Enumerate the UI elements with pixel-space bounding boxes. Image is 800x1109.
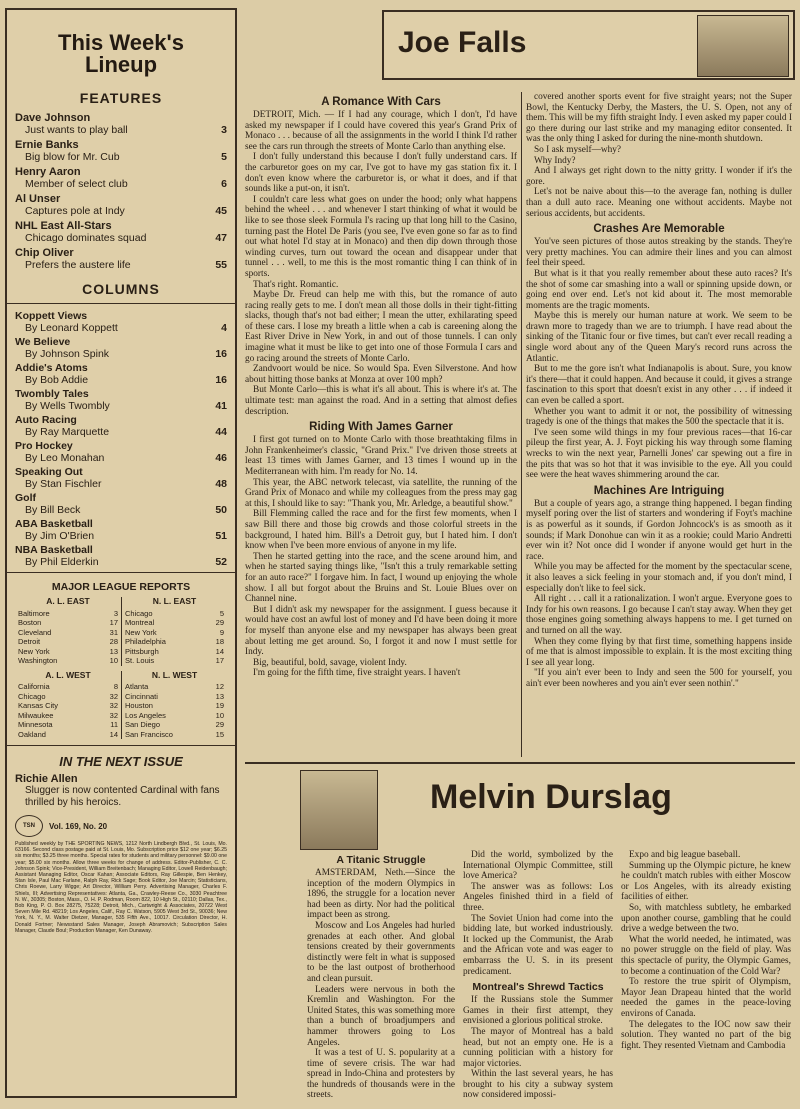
article-paragraph: The Soviet Union had come into the bidding late, but worked industriously. It locked up the Communist, the Arab and the African vote and was eager to embarrass the U. S. in its present predicament. [463, 913, 613, 977]
columns-heading: COLUMNS [82, 281, 160, 297]
team-name: Kansas City [18, 701, 59, 710]
team-name: St. Louis [125, 656, 155, 665]
team-name: Minnesota [18, 720, 53, 729]
volume-number: Vol. 169, No. 20 [49, 821, 108, 831]
column-item [15, 544, 227, 568]
standings-row [125, 720, 224, 730]
item-name: Chip Oliver [15, 247, 74, 259]
al-west-heading: A. L. WEST [45, 669, 91, 680]
falls-banner [382, 10, 795, 80]
item-desc: By Wells Twombly [25, 400, 110, 412]
item-desc: By Bob Addie [25, 374, 89, 386]
item-name: Speaking Out [15, 466, 83, 478]
article-paragraph: To restore the true spirit of Olympism, Mayor Jean Drapeau hinted that the world needed the games in the peace-loving environs of Canada. [621, 977, 791, 1019]
standings-row [125, 730, 224, 740]
section-rule [245, 762, 795, 764]
article-paragraph: But what is it that you really remember about these auto races? It's the shot of some car smashing into a wall or spinning upside down, or going end over end. Let's not kid about it. The most memorable moments are the tragic moments. [526, 268, 792, 311]
volume-line [15, 815, 227, 837]
column-rule [521, 92, 522, 757]
page-number: 48 [215, 478, 227, 490]
item-name: Henry Aaron [15, 166, 81, 178]
features-list [15, 112, 227, 271]
team-name: Oakland [18, 729, 46, 739]
standings-row [18, 609, 118, 619]
standings-east [15, 597, 227, 666]
page-number: 46 [215, 452, 227, 464]
article-paragraph: And I always get right down to the nitty gritty. I wonder if it's the gore. [526, 166, 792, 187]
article-paragraph: Maybe this is merely our human nature at work. We seem to be drawn more to tragedy than we are to triumph. I have read about the sinking of the Titanic four or five times, but can't ever recall reading a single word about any of the Queen Mary's record runs across the Atlantic. [526, 311, 792, 364]
article-paragraph: I first got turned on to Monte Carlo with those breathtaking films in John Frankenheimer's classic, "Grand Prix." I've driven those streets at least 13 times with James Garner, and 13 times I wound up in the Mediterranean with him. I'm ready for No. 14. [245, 435, 517, 477]
team-page: 15 [215, 729, 224, 739]
column-item [15, 362, 227, 386]
article-paragraph: Then he started getting into the race, and the scene around him, and when he started saying things like, "Isn't this a truly remarkable setting for an auto race?" I forgave him. In fact, I wound up enjoying the whole show. I all but forgot about the Bruins and St. Louie Blues over on Channel nine. [245, 551, 517, 605]
feature-item [15, 166, 227, 190]
item-desc: Big blow for Mr. Cub [25, 151, 120, 163]
item-desc: By Ray Marquette [25, 426, 110, 438]
page-number: 52 [215, 556, 227, 568]
article-paragraph: But I didn't ask my newspaper for the assignment. I guess because it would have cost an awful lost of money and I'd have been doing it more for myself than anyone else and my newspaper has always been great about letting me get around. So, I forgot it and now I must settle for Indy. [245, 604, 517, 658]
article-paragraph: I don't fully understand this because I don't fully understand cars. If the carburetor goes on my car, I've got to have my gas station fix it. I don't even know where the carburetor is, or what it does, and if that sounds like a put-on, it isn't. [245, 152, 517, 195]
item-name: Auto Racing [15, 414, 77, 426]
item-desc: By Bill Beck [25, 504, 81, 516]
feature-item [15, 247, 227, 271]
team-page: 8 [113, 682, 118, 691]
standings-row [125, 692, 224, 702]
team-page: 29 [215, 618, 224, 627]
column-item [15, 388, 227, 412]
page-number: 50 [215, 504, 227, 516]
article-paragraph: Let's not be naive about this—to the average fan, nothing is duller than a dull auto race. Meaning one without accidents. Maybe not serious accidents, but accidents. [526, 187, 792, 219]
sporting-news-logo-icon: TSN [15, 815, 43, 837]
article-paragraph: I couldn't care less what goes on under the hood; only what happens behind the wheel . . . and whenever I start thinking of what it would be like to see those sleek Formula I's racing up that long hill to the Casino, turning past the Hotel De Paris (you see, I've even gone so far as to find out what hotel I'd stay at in Monaco) and then dip down through those winding curves, turn out toward the ocean and disappear under that tunnel . . . well, to me this is the most romantic thing I can think of in sports. [245, 194, 517, 279]
column-item [15, 336, 227, 360]
team-page: 10 [215, 710, 224, 720]
standings-row [125, 628, 224, 638]
team-page: 13 [215, 691, 224, 701]
lineup-title: This Week's Lineup [58, 30, 184, 77]
article-paragraph: But Monte Carlo—this is what it's all about. This is where it's at. The ultimate test: man against the road. And in a setting that almost defies description. [245, 385, 517, 417]
item-desc: By Stan Fischler [25, 478, 102, 490]
team-page: 18 [215, 637, 224, 646]
column-item [15, 518, 227, 542]
page-number: 5 [221, 151, 227, 163]
team-name: Washington [18, 656, 58, 665]
item-name: Al Unser [15, 193, 61, 205]
article-paragraph: Bill Flemming called the race and for the first few moments, when I saw Bill there and those big crowds and those colorful streets in the background, I hated him. Bill's a Detroit guy, but I hated him. I don't know when I've been more envious of anyone in my life. [245, 509, 517, 552]
team-name: Philadelphia [125, 637, 166, 646]
feature-item [15, 139, 227, 163]
durslag-byline: Melvin Durslag [430, 778, 672, 816]
team-page: 5 [219, 608, 224, 618]
standings-row [18, 701, 118, 711]
article-paragraph: AMSTERDAM, Neth.—Since the inception of the modern Olympics in 1896, the struggle for a location never had been as dirty. Nor had the political impact been as strong. [307, 868, 455, 921]
team-name: Cincinnati [125, 691, 158, 701]
lineup-sidebar [5, 8, 237, 1098]
article-paragraph: What the world needed, he intimated, was no power struggle on the field of play. Was this spectacle of purity, the Olympic Games, to become a continuation of the Cold War? [621, 934, 791, 977]
page-number: 16 [215, 374, 227, 386]
article-paragraph: This year, the ABC network telecast, via satellite, the running of the Grand Prix of Monaco and while my colleagues from the press may gag at this, I should like to say: "Thank you, Mr. Arledge, a beautiful show." [245, 477, 517, 509]
team-name: Pittsburgh [125, 646, 159, 656]
item-desc: Just wants to play ball [25, 124, 128, 136]
standings-row [125, 701, 224, 711]
team-name: California [18, 682, 50, 691]
article-paragraph: covered another sports event for five straight years; not the Super Bowl, the Kentucky Derby, the Masters, the U. S. Open, not any of them. This will be my fifth straight Indy. I even asked my paper could I go there during our last strike and my managing editor consented. It was the only thing I asked for during the nine-month shutdown. [526, 92, 792, 145]
item-desc: Captures pole at Indy [25, 205, 125, 217]
columns-list [15, 310, 227, 568]
article-paragraph: Zandvoort would be nice. So would Spa. Even Silverstone. And how about hitting those banks at Monza at over 100 mph? [245, 364, 517, 385]
team-page: 28 [109, 637, 118, 646]
team-name: Detroit [18, 637, 41, 646]
page-number: 55 [215, 259, 227, 271]
team-name: San Francisco [125, 729, 173, 739]
item-desc: Prefers the austere life [25, 259, 131, 271]
page-number: 47 [215, 232, 227, 244]
article-paragraph: Within the last several years, he has brought to his city a subway system now considered impossi- [463, 1069, 613, 1101]
article-paragraph: Leaders were nervous in both the Kremlin and Washington. For the United States, this was something more than a bunch of broadjumpers and hammer throwers going to Los Angeles. [307, 984, 455, 1048]
article-paragraph: All right . . . call it a rationalization. I won't argue. Everyone goes to Indy for his own reasons. I go because I can't stay away. When they get those engines going something always happens to me. I get turned on and turned on all the way. [526, 594, 792, 636]
team-page: 32 [109, 691, 118, 701]
article-paragraph: If the Russians stole the Summer Games in their first attempt, they envisioned a glorious political stroke. [463, 995, 613, 1027]
item-desc: By Johnson Spink [25, 348, 110, 360]
item-desc: Chicago dominates squad [25, 232, 147, 244]
column-item [15, 466, 227, 490]
durslag-subhead-1: A Titanic Struggle [336, 854, 426, 866]
al-east-heading: A. L. EAST [46, 596, 90, 606]
item-name: Golf [15, 492, 36, 504]
team-page: 12 [215, 682, 224, 691]
standings-row [125, 637, 224, 647]
article-paragraph: Whether you want to admit it or not, the possibility of witnessing tragedy is one of the things that makes the 500 the spectacle that it is. [526, 406, 792, 428]
feature-item [15, 193, 227, 217]
item-desc: Member of select club [25, 178, 128, 190]
team-page: 31 [109, 627, 118, 637]
item-name: ABA Basketball [15, 518, 93, 530]
team-page: 14 [215, 646, 224, 656]
team-page: 11 [110, 720, 118, 729]
article-paragraph: Why Indy? [534, 155, 576, 166]
standings-row [18, 711, 118, 721]
durslag-subhead-2: Montreal's Shrewd Tactics [472, 981, 604, 994]
column-item [15, 310, 227, 334]
item-name: Koppett Views [15, 310, 88, 322]
standings-row [18, 692, 118, 702]
item-desc: By Phil Elderkin [25, 556, 99, 568]
page-number: 41 [215, 400, 227, 412]
article-paragraph: When they come flying by that first time, something happens inside of me that is almost impossible to explain. It is the most exciting thing I see all year long. [526, 636, 792, 668]
standings-west [15, 671, 227, 740]
article-paragraph: Expo and big league baseball. [629, 850, 741, 860]
falls-byline: Joe Falls [398, 26, 527, 59]
standings-row [18, 628, 118, 638]
team-name: Chicago [125, 608, 153, 618]
page-number: 45 [215, 205, 227, 217]
team-name: Baltimore [18, 608, 50, 618]
article-paragraph: The mayor of Montreal has a bald head, but not an empty one. He is a cunning politician with a history for major victories. [463, 1026, 613, 1069]
column-item [15, 492, 227, 516]
features-heading: FEATURES [79, 90, 163, 106]
durslag-column-1 [307, 850, 455, 1106]
falls-column-1 [245, 92, 517, 762]
article-paragraph: "If you ain't ever been to Indy and seen the 500 for yourself, you ain't ever been nowheres and you ain't ever seen nothin'." [526, 668, 792, 689]
article-paragraph: Summing up the Olympic picture, he knew he couldn't match rubles with either Moscow or Los Angeles, with its already existing facilities of either. [621, 860, 791, 903]
team-page: 14 [109, 729, 118, 739]
team-page: 13 [109, 646, 118, 656]
team-page: 17 [109, 618, 118, 627]
team-name: New York [125, 627, 157, 637]
falls-subhead-2: Riding With James Garner [309, 421, 453, 434]
next-issue-desc: Slugger is now contented Cardinal with fans thrilled by his heroics. [25, 785, 220, 808]
team-page: 3 [113, 608, 118, 618]
team-name: Atlanta [125, 682, 149, 691]
team-name: Chicago [18, 691, 46, 701]
team-name: Montreal [125, 618, 155, 627]
standings-row [18, 647, 118, 657]
publisher-fine-print: Published weekly by THE SPORTING NEWS, 1212 North Lindbergh Blvd., St. Louis, Mo. 63166. Second class postage paid at St. Louis, Mo. Subscription price $12 one year; $6.25 six months; $3.25 three months. Special rates for students and military personnel: $9.00 one year; $5.00 six months. Allow three weeks for change of address. Editor-Publisher, C. C. Johnson Spink; Vice-President, William Breitenbach; Managing Editor, Lowell Reidenbaugh; Assistant Managing Editor, Oscar Kahan; Associate Editors, Ray Gillespie, Ben Henkey, Stan Isle, Paul Mac Farlane, Ralph Ray, Rick Sage; Book Editor, Joe Marcin; Statisticians, Chris Roewe, Larry Wigge; Art Director, William Perry. Advertising Manager, Charles F. Shiels, III; Advertising Representatives: Atlanta, Ga., Crawley-Reese Co., 3030 Peachtree N. W., 30305; Boston, Mass., O. H. P. Rodman, Room 822, 10 High St., 02110; Dallas, Tex., Bob King, P. O. Box 28275, 75228; Detroit, Mich., Cartwright & Associates, 20722 West Seven Mile Rd. 48219; Los Angeles, Calif., Ray C. Watson, 5905 West 3rd St., 90036; New York, N. Y., M. Walter Dietzer, Manager, 535 Fifth Ave., 10017. Circulation Director, H. Donald Fortner; Newsstand Sales Manager, Joseph Abramovich; Subscription Sales Manager, Claude Boul; Production Manager, Ken Dunaway. [15, 841, 227, 934]
team-page: 32 [109, 701, 118, 710]
item-desc: By Leonard Koppett [25, 322, 118, 334]
falls-subhead-3: Crashes Are Memorable [593, 223, 725, 236]
falls-subhead-4: Machines Are Intriguing [593, 484, 725, 497]
standings-row [125, 618, 224, 628]
standings-row [18, 637, 118, 647]
page-number: 44 [215, 426, 227, 438]
standings-row [125, 656, 224, 666]
next-issue-name: Richie Allen [15, 773, 78, 785]
team-name: Houston [125, 701, 153, 710]
item-name: Addie's Atoms [15, 362, 88, 374]
team-page: 17 [215, 656, 224, 665]
item-name: Ernie Banks [15, 139, 79, 151]
column-item [15, 414, 227, 438]
team-page: 29 [215, 720, 224, 729]
team-name: San Diego [125, 720, 161, 729]
article-paragraph: The answer was as follows: Los Angeles finished third in a field of three. [463, 881, 613, 913]
team-name: New York [18, 646, 50, 656]
item-name: Twombly Tales [15, 388, 89, 400]
team-name: Los Angeles [125, 710, 166, 720]
page-number: 6 [221, 178, 227, 190]
falls-column-2 [526, 92, 792, 762]
standings-row [18, 682, 118, 692]
team-page: 9 [219, 627, 224, 637]
divider [7, 303, 235, 304]
article-paragraph: I've seen some wild things in my four previous races—that 16-car pileup the first year, A. J. Foyt picking his way through some flaming wrecks to win the next year, Parnelli Jones' car spewing out a fire in the pits that was so hot that it was invisible to the eye. All you could see were the heat waves shimmering around the car. [526, 427, 792, 481]
falls-portrait-photo [697, 15, 789, 77]
standings-row [18, 618, 118, 628]
major-league-reports-heading: MAJOR LEAGUE REPORTS [51, 581, 191, 593]
page-number: 16 [215, 348, 227, 360]
team-name: Cleveland [18, 627, 52, 637]
team-name: Boston [18, 618, 42, 627]
article-paragraph: That's right. Romantic. [253, 279, 339, 290]
article-paragraph: So I ask myself—why? [534, 144, 622, 155]
standings-row [125, 682, 224, 692]
standings-row [125, 647, 224, 657]
feature-item [15, 220, 227, 244]
page-number: 51 [215, 530, 227, 542]
divider [7, 572, 235, 573]
durslag-portrait-photo [300, 770, 378, 850]
nl-west-heading: N. L. WEST [151, 669, 198, 680]
item-desc: By Jim O'Brien [25, 530, 95, 542]
item-desc: By Leo Monahan [25, 452, 105, 464]
item-name: NHL East All-Stars [15, 220, 112, 232]
standings-row [18, 730, 118, 740]
column-item [15, 440, 227, 464]
article-paragraph: It was a test of U. S. popularity at a time of severe crisis. The war had spread in Indo-China and protesters by the hundreds of thousands were in the streets. [307, 1048, 455, 1101]
item-name: Dave Johnson [15, 112, 91, 124]
article-paragraph: But a couple of years ago, a strange thing happened. I began finding myself poring over the list of starters and wondering if Foyt's machine is as powerful as it sounds, if Gordon Johncock's is as smooth as it sounds; if Mark Donohue can win it as a rookie; could Mario Andretti ever win it? Not once did I wonder if anyone would get hurt in the race. [526, 498, 792, 562]
article-paragraph: Maybe Dr. Freud can help me with this, but the romance of auto racing really gets to me. I don't mean all those dolls in their tight-fitting slacks, though that's not bad either; I mean the utter, exhilarating speed of these cars. I lose my breath a little when a cab is careening along the East River Drive in New York, in and out of those tunnels. I can only imagine what it must be like to get into one of those Formula I cars and go racing around the streets of Monte Carlo. [245, 290, 517, 364]
page-number: 3 [221, 124, 227, 136]
standings-row [125, 609, 224, 619]
standings-row [125, 711, 224, 721]
article-paragraph: The delegates to the IOC now saw their solution. They wanted no part of the big fight. They resented Vietnam and Cambodia [621, 1019, 791, 1051]
durslag-column-3 [621, 850, 791, 1106]
team-name: Milwaukee [18, 710, 54, 720]
item-name: NBA Basketball [15, 544, 93, 556]
article-paragraph: While you may be affected for the moment by the spectacular scene, it also leaves a sick feeling in your stomach and, if you don't mind, I especially don't like to feel sick. [526, 562, 792, 594]
article-paragraph: You've seen pictures of those autos streaking by the stands. They're very pretty machines. You can admire their lines and you can almost feel their speed. [526, 237, 792, 269]
page-number: 4 [221, 322, 227, 334]
next-issue-heading: IN THE NEXT ISSUE [59, 754, 183, 769]
falls-subhead-1: A Romance With Cars [321, 96, 441, 108]
nl-east-heading: N. L. EAST [152, 596, 197, 606]
standings-row [18, 720, 118, 730]
standings-row [18, 656, 118, 666]
feature-item [15, 112, 227, 136]
team-page: 10 [109, 656, 118, 665]
durslag-column-2 [463, 850, 613, 1106]
article-paragraph: But to me the gore isn't what Indianapolis is about. Sure, you know it's there—that it could happen. And because it could, it gives a strange fascination to this sport that doesn't exist in any other . . . if indeed it can even be called a sport. [526, 364, 792, 407]
article-paragraph: I'm going for the fifth time, five straight years. I haven't [253, 668, 461, 679]
article-paragraph: So, with matchless subtlety, he embarked upon another course, gambling that he could drive a wedge between the two. [621, 902, 791, 935]
divider [7, 745, 235, 746]
article-paragraph: Did the world, symbolized by the International Olympic Committee, still love America? [463, 850, 613, 882]
article-paragraph: Big, beautiful, bold, savage, violent Indy. [253, 657, 407, 668]
item-name: Pro Hockey [15, 440, 73, 452]
team-page: 19 [215, 701, 224, 710]
team-page: 32 [109, 710, 118, 720]
article-paragraph: Moscow and Los Angeles had hurled grenades at each other. And global tensions created by their governments distinctly were felt in what is supposed to be the last outpost of brotherhood and clean pursuit. [307, 920, 455, 984]
item-name: We Believe [15, 336, 71, 348]
article-paragraph: DETROIT, Mich. — If I had any courage, which I don't, I'd have asked my newspaper if I could have covered this year's Grand Prix of Monaco . . . because of all the assignments in the world I think I'd rather see the cars run through the streets of Monte Carlo than anything else. [245, 110, 517, 152]
